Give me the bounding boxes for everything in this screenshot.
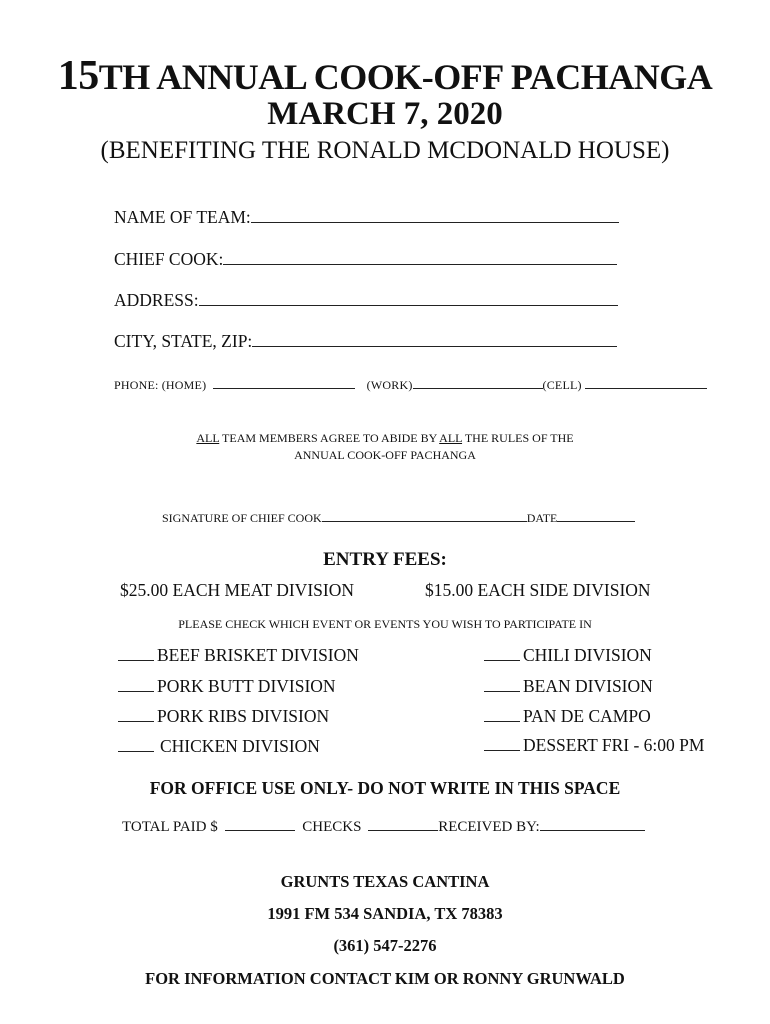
title-text: TH ANNUAL COOK-OFF PACHANGA bbox=[98, 57, 713, 97]
division-checkbox-blank[interactable] bbox=[484, 707, 520, 722]
city-state-zip-blank[interactable] bbox=[252, 330, 617, 347]
total-paid-label: TOTAL PAID $ bbox=[122, 819, 218, 835]
team-name-label: NAME OF TEAM: bbox=[114, 207, 251, 227]
city-state-zip-field bbox=[114, 330, 617, 352]
phone-cell-blank[interactable] bbox=[585, 377, 707, 389]
agreement-all-1: ALL bbox=[196, 431, 220, 445]
team-name-field bbox=[114, 206, 619, 228]
event-date: MARCH 7, 2020 bbox=[267, 96, 503, 132]
division-item bbox=[484, 706, 651, 727]
meat-division-fee: $25.00 EACH MEAT DIVISION bbox=[120, 580, 354, 600]
phone-field bbox=[114, 377, 707, 393]
division-checkbox-blank[interactable] bbox=[484, 677, 520, 692]
agreement-line-2: ANNUAL COOK-OFF PACHANGA bbox=[294, 448, 476, 462]
division-checkbox-blank[interactable] bbox=[118, 646, 154, 661]
division-item bbox=[118, 645, 359, 666]
office-use-heading: FOR OFFICE USE ONLY- DO NOT WRITE IN THIS SPACE bbox=[149, 778, 621, 798]
division-checkbox-blank[interactable] bbox=[484, 736, 520, 751]
division-checkbox-blank[interactable] bbox=[118, 677, 154, 692]
address-label: ADDRESS: bbox=[114, 290, 199, 310]
division-label: CHICKEN DIVISION bbox=[160, 736, 320, 756]
chief-cook-field bbox=[114, 248, 617, 270]
city-state-zip-label: CITY, STATE, ZIP: bbox=[114, 331, 253, 351]
agreement-all-2: ALL bbox=[439, 431, 463, 445]
phone-work-blank[interactable] bbox=[413, 377, 543, 389]
division-label: PORK BUTT DIVISION bbox=[157, 676, 336, 696]
team-name-blank[interactable] bbox=[251, 206, 619, 223]
title-number: 15 bbox=[57, 53, 99, 99]
division-checkbox-blank[interactable] bbox=[484, 646, 520, 661]
contact-info: FOR INFORMATION CONTACT KIM OR RONNY GRUNWALD bbox=[145, 969, 625, 988]
venue-phone: (361) 547-2276 bbox=[333, 936, 437, 955]
side-division-fee: $15.00 EACH SIDE DIVISION bbox=[425, 580, 651, 600]
division-label: PORK RIBS DIVISION bbox=[157, 706, 330, 726]
agreement-mid: TEAM MEMBERS AGREE TO ABIDE BY bbox=[219, 431, 440, 445]
entry-fees-heading: ENTRY FEES: bbox=[323, 549, 447, 570]
chief-cook-label: CHIEF COOK: bbox=[114, 249, 224, 269]
division-label: BEAN DIVISION bbox=[523, 676, 653, 696]
division-label: DESSERT FRI - 6:00 PM bbox=[523, 735, 705, 755]
division-label: CHILI DIVISION bbox=[523, 645, 652, 665]
division-checkbox-blank[interactable] bbox=[118, 707, 154, 722]
participation-instructions: PLEASE CHECK WHICH EVENT OR EVENTS YOU WISH TO PARTICIPATE IN bbox=[178, 617, 592, 631]
office-use-row bbox=[122, 817, 645, 836]
address-field bbox=[114, 289, 618, 311]
division-item bbox=[484, 645, 652, 666]
division-label: BEEF BRISKET DIVISION bbox=[157, 645, 359, 665]
chief-cook-blank[interactable] bbox=[223, 248, 617, 265]
signature-date-blank[interactable] bbox=[557, 510, 635, 522]
checks-label: CHECKS bbox=[302, 819, 362, 835]
address-blank[interactable] bbox=[199, 289, 618, 306]
signature-blank[interactable] bbox=[322, 510, 527, 522]
division-label: PAN DE CAMPO bbox=[523, 706, 651, 726]
total-paid-blank[interactable] bbox=[225, 817, 295, 831]
signature-date-label: DATE bbox=[526, 511, 558, 525]
agreement-end: THE RULES OF THE bbox=[462, 431, 574, 445]
received-by-label: RECEIVED BY: bbox=[438, 819, 540, 835]
benefit-line: (BENEFITING THE RONALD MCDONALD HOUSE) bbox=[100, 137, 670, 164]
checks-blank[interactable] bbox=[368, 817, 438, 831]
received-by-blank[interactable] bbox=[540, 817, 645, 831]
phone-work-label: (WORK) bbox=[366, 378, 413, 392]
venue-name: GRUNTS TEXAS CANTINA bbox=[280, 872, 490, 891]
division-checkbox-blank[interactable] bbox=[118, 737, 154, 752]
division-item bbox=[118, 736, 320, 757]
signature-label: SIGNATURE OF CHIEF COOK bbox=[162, 511, 322, 525]
phone-cell-label: (CELL) bbox=[542, 378, 582, 392]
page-title bbox=[0, 52, 770, 100]
division-item bbox=[484, 676, 653, 697]
division-item bbox=[484, 735, 704, 756]
phone-home-blank[interactable] bbox=[213, 377, 355, 389]
venue-address: 1991 FM 534 SANDIA, TX 78383 bbox=[267, 904, 503, 923]
division-item bbox=[118, 706, 329, 727]
agreement-text bbox=[0, 430, 770, 464]
phone-home-label: PHONE: (HOME) bbox=[114, 378, 207, 392]
division-item bbox=[118, 676, 336, 697]
signature-field bbox=[162, 510, 635, 526]
